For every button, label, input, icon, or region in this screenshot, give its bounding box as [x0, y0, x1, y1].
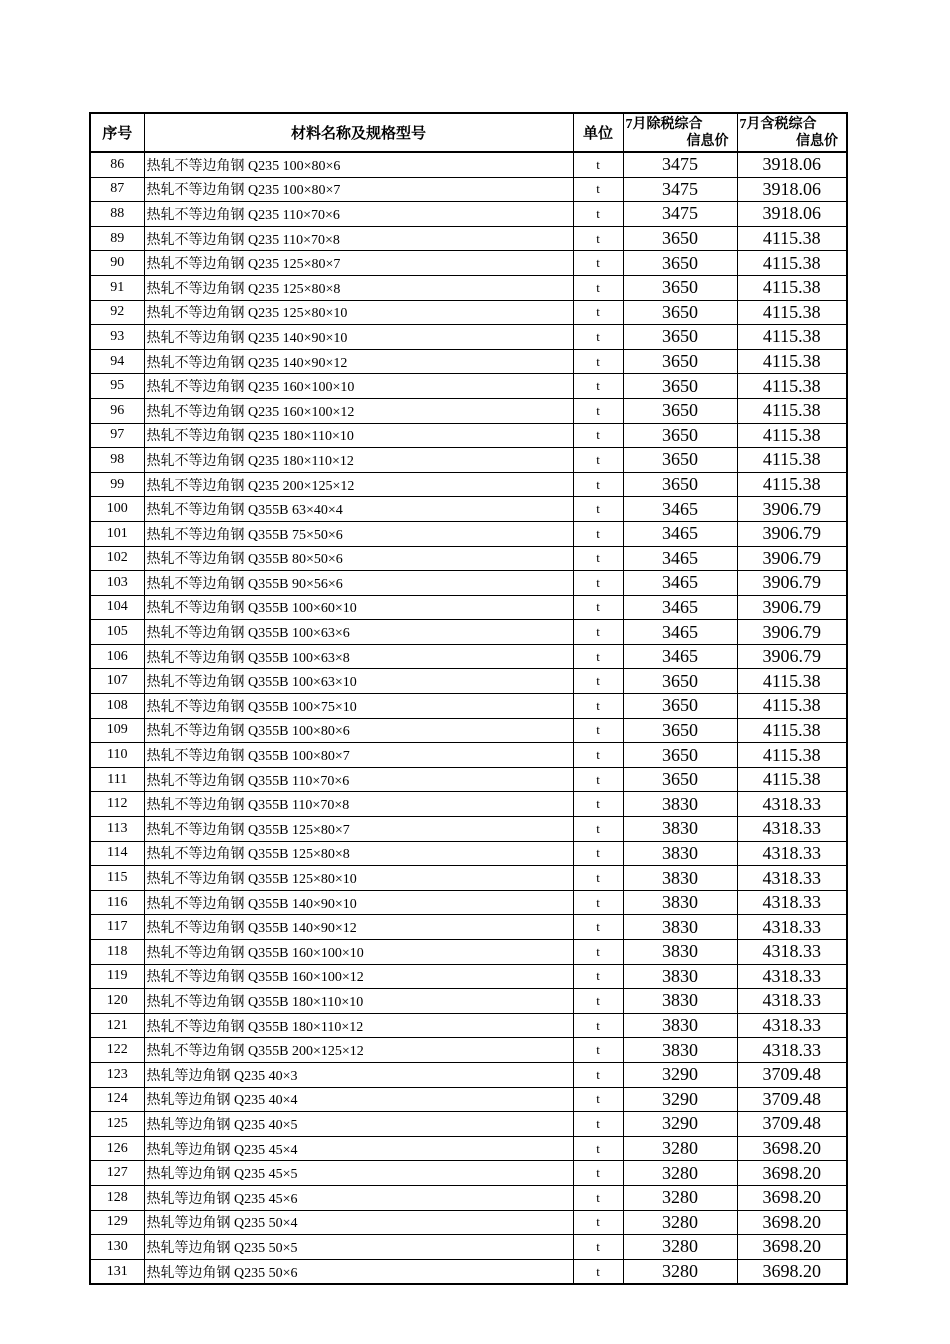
price-extax-cell: 3830	[623, 866, 737, 891]
price-inctax-cell: 4115.38	[737, 718, 847, 743]
row-index-cell: 99	[90, 472, 144, 497]
row-index-cell: 102	[90, 546, 144, 571]
material-name-cell: 热轧不等边角钢 Q355B 200×125×12	[144, 1038, 573, 1063]
price-inctax-cell: 4115.38	[737, 669, 847, 694]
material-name-cell: 热轧等边角钢 Q235 40×4	[144, 1087, 573, 1112]
unit-cell: t	[573, 767, 623, 792]
material-name-cell: 热轧不等边角钢 Q355B 125×80×10	[144, 866, 573, 891]
table-row	[90, 964, 847, 989]
table-row	[90, 1259, 847, 1284]
unit-cell: t	[573, 251, 623, 276]
col-header-material-name: 材料名称及规格型号	[144, 113, 573, 152]
unit-cell: t	[573, 669, 623, 694]
unit-cell: t	[573, 866, 623, 891]
material-name-cell: 热轧不等边角钢 Q235 180×110×12	[144, 448, 573, 473]
price-inctax-cell: 4318.33	[737, 841, 847, 866]
unit-cell: t	[573, 718, 623, 743]
row-index-cell: 101	[90, 521, 144, 546]
price-inctax-cell: 4115.38	[737, 325, 847, 350]
price-inctax-cell: 4115.38	[737, 398, 847, 423]
price-extax-cell: 3465	[623, 595, 737, 620]
material-name-cell: 热轧不等边角钢 Q355B 63×40×4	[144, 497, 573, 522]
material-name-cell: 热轧不等边角钢 Q235 125×80×7	[144, 251, 573, 276]
unit-cell: t	[573, 940, 623, 965]
material-name-cell: 热轧不等边角钢 Q355B 80×50×6	[144, 546, 573, 571]
price-extax-cell: 3290	[623, 1087, 737, 1112]
price-extax-cell: 3830	[623, 989, 737, 1014]
price-inctax-cell: 3698.20	[737, 1136, 847, 1161]
col-header-price-extax-line2: 信息价	[686, 133, 729, 149]
unit-cell: t	[573, 890, 623, 915]
price-extax-cell: 3290	[623, 1062, 737, 1087]
table-row	[90, 448, 847, 473]
price-extax-cell: 3830	[623, 1013, 737, 1038]
table-row	[90, 398, 847, 423]
table-row	[90, 940, 847, 965]
material-name-cell: 热轧不等边角钢 Q355B 110×70×6	[144, 767, 573, 792]
price-extax-cell: 3650	[623, 694, 737, 719]
table-row	[90, 669, 847, 694]
unit-cell: t	[573, 1038, 623, 1063]
table-row	[90, 841, 847, 866]
table-row	[90, 1038, 847, 1063]
table-row	[90, 694, 847, 719]
material-name-cell: 热轧等边角钢 Q235 40×3	[144, 1062, 573, 1087]
price-inctax-cell: 3918.06	[737, 202, 847, 227]
row-index-cell: 95	[90, 374, 144, 399]
price-inctax-cell: 4115.38	[737, 423, 847, 448]
unit-cell: t	[573, 275, 623, 300]
unit-cell: t	[573, 571, 623, 596]
price-inctax-cell: 4115.38	[737, 743, 847, 768]
price-extax-cell: 3465	[623, 546, 737, 571]
material-price-table	[89, 112, 848, 1285]
price-inctax-cell: 3906.79	[737, 546, 847, 571]
row-index-cell: 113	[90, 817, 144, 842]
table-row	[90, 472, 847, 497]
row-index-cell: 88	[90, 202, 144, 227]
price-inctax-cell: 3709.48	[737, 1062, 847, 1087]
table-row	[90, 521, 847, 546]
price-extax-cell: 3280	[623, 1136, 737, 1161]
row-index-cell: 122	[90, 1038, 144, 1063]
table-row	[90, 202, 847, 227]
table-row	[90, 620, 847, 645]
unit-cell: t	[573, 398, 623, 423]
price-inctax-cell: 3906.79	[737, 620, 847, 645]
unit-cell: t	[573, 226, 623, 251]
row-index-cell: 87	[90, 177, 144, 202]
price-extax-cell: 3280	[623, 1185, 737, 1210]
price-extax-cell: 3830	[623, 964, 737, 989]
price-extax-cell: 3830	[623, 841, 737, 866]
row-index-cell: 100	[90, 497, 144, 522]
price-extax-cell: 3650	[623, 349, 737, 374]
table-row	[90, 177, 847, 202]
table-row	[90, 767, 847, 792]
table-row	[90, 1161, 847, 1186]
table-row	[90, 571, 847, 596]
row-index-cell: 114	[90, 841, 144, 866]
material-name-cell: 热轧不等边角钢 Q355B 100×63×10	[144, 669, 573, 694]
price-extax-cell: 3650	[623, 423, 737, 448]
col-header-price-extax-line1: 7月除税综合	[625, 116, 703, 132]
price-extax-cell: 3650	[623, 767, 737, 792]
row-index-cell: 116	[90, 890, 144, 915]
price-extax-cell: 3465	[623, 497, 737, 522]
price-inctax-cell: 4115.38	[737, 374, 847, 399]
material-name-cell: 热轧不等边角钢 Q355B 75×50×6	[144, 521, 573, 546]
material-name-cell: 热轧不等边角钢 Q355B 100×80×6	[144, 718, 573, 743]
price-inctax-cell: 4115.38	[737, 767, 847, 792]
price-inctax-cell: 4115.38	[737, 226, 847, 251]
unit-cell: t	[573, 1112, 623, 1137]
price-extax-cell: 3830	[623, 1038, 737, 1063]
material-name-cell: 热轧不等边角钢 Q355B 180×110×10	[144, 989, 573, 1014]
price-inctax-cell: 4318.33	[737, 940, 847, 965]
row-index-cell: 119	[90, 964, 144, 989]
material-name-cell: 热轧不等边角钢 Q235 110×70×6	[144, 202, 573, 227]
material-name-cell: 热轧不等边角钢 Q355B 90×56×6	[144, 571, 573, 596]
price-extax-cell: 3650	[623, 251, 737, 276]
price-extax-cell: 3475	[623, 202, 737, 227]
unit-cell: t	[573, 521, 623, 546]
price-inctax-cell: 3918.06	[737, 177, 847, 202]
table-row	[90, 718, 847, 743]
unit-cell: t	[573, 349, 623, 374]
price-inctax-cell: 4115.38	[737, 694, 847, 719]
row-index-cell: 107	[90, 669, 144, 694]
price-inctax-cell: 4115.38	[737, 349, 847, 374]
table-row	[90, 1235, 847, 1260]
table-row	[90, 275, 847, 300]
table-row	[90, 251, 847, 276]
price-extax-cell: 3650	[623, 472, 737, 497]
unit-cell: t	[573, 152, 623, 177]
table-row	[90, 152, 847, 177]
unit-cell: t	[573, 915, 623, 940]
material-name-cell: 热轧等边角钢 Q235 40×5	[144, 1112, 573, 1137]
price-extax-cell: 3650	[623, 325, 737, 350]
table-row	[90, 1013, 847, 1038]
price-extax-cell: 3290	[623, 1112, 737, 1137]
table-row	[90, 1210, 847, 1235]
material-name-cell: 热轧不等边角钢 Q355B 180×110×12	[144, 1013, 573, 1038]
price-inctax-cell: 3906.79	[737, 595, 847, 620]
price-inctax-cell: 3709.48	[737, 1112, 847, 1137]
col-header-price-inctax-line1: 7月含税综合	[739, 116, 817, 132]
col-header-price-inctax-line2: 信息价	[796, 133, 838, 149]
row-index-cell: 89	[90, 226, 144, 251]
material-name-cell: 热轧不等边角钢 Q355B 100×63×8	[144, 644, 573, 669]
table-row	[90, 1185, 847, 1210]
price-inctax-cell: 3918.06	[737, 152, 847, 177]
row-index-cell: 127	[90, 1161, 144, 1186]
material-name-cell: 热轧等边角钢 Q235 50×4	[144, 1210, 573, 1235]
row-index-cell: 123	[90, 1062, 144, 1087]
unit-cell: t	[573, 1062, 623, 1087]
table-row	[90, 644, 847, 669]
material-name-cell: 热轧不等边角钢 Q235 100×80×6	[144, 152, 573, 177]
price-inctax-cell: 3698.20	[737, 1161, 847, 1186]
price-extax-cell: 3465	[623, 644, 737, 669]
table-row	[90, 1136, 847, 1161]
material-name-cell: 热轧不等边角钢 Q235 100×80×7	[144, 177, 573, 202]
material-name-cell: 热轧不等边角钢 Q355B 100×63×6	[144, 620, 573, 645]
price-inctax-cell: 4115.38	[737, 448, 847, 473]
unit-cell: t	[573, 989, 623, 1014]
table-row	[90, 423, 847, 448]
price-extax-cell: 3650	[623, 718, 737, 743]
price-extax-cell: 3650	[623, 448, 737, 473]
unit-cell: t	[573, 964, 623, 989]
material-name-cell: 热轧不等边角钢 Q355B 110×70×8	[144, 792, 573, 817]
price-extax-cell: 3650	[623, 374, 737, 399]
table-row	[90, 866, 847, 891]
material-name-cell: 热轧不等边角钢 Q235 110×70×8	[144, 226, 573, 251]
row-index-cell: 92	[90, 300, 144, 325]
unit-cell: t	[573, 1210, 623, 1235]
row-index-cell: 106	[90, 644, 144, 669]
col-header-index: 序号	[90, 113, 144, 152]
table-row	[90, 1112, 847, 1137]
material-name-cell: 热轧等边角钢 Q235 45×4	[144, 1136, 573, 1161]
price-inctax-cell: 3906.79	[737, 644, 847, 669]
table-row	[90, 743, 847, 768]
row-index-cell: 86	[90, 152, 144, 177]
price-inctax-cell: 3698.20	[737, 1235, 847, 1260]
unit-cell: t	[573, 546, 623, 571]
price-extax-cell: 3650	[623, 226, 737, 251]
row-index-cell: 115	[90, 866, 144, 891]
unit-cell: t	[573, 300, 623, 325]
row-index-cell: 128	[90, 1185, 144, 1210]
material-name-cell: 热轧不等边角钢 Q235 180×110×10	[144, 423, 573, 448]
unit-cell: t	[573, 694, 623, 719]
row-index-cell: 130	[90, 1235, 144, 1260]
col-header-price-extax	[623, 113, 737, 152]
row-index-cell: 108	[90, 694, 144, 719]
price-inctax-cell: 4318.33	[737, 792, 847, 817]
material-name-cell: 热轧不等边角钢 Q355B 140×90×12	[144, 915, 573, 940]
row-index-cell: 91	[90, 275, 144, 300]
unit-cell: t	[573, 620, 623, 645]
price-extax-cell: 3830	[623, 915, 737, 940]
material-name-cell: 热轧不等边角钢 Q235 125×80×8	[144, 275, 573, 300]
header-row	[90, 113, 847, 152]
price-inctax-cell: 4115.38	[737, 275, 847, 300]
price-inctax-cell: 4318.33	[737, 964, 847, 989]
material-name-cell: 热轧不等边角钢 Q235 160×100×12	[144, 398, 573, 423]
table-row	[90, 915, 847, 940]
material-name-cell: 热轧不等边角钢 Q355B 100×75×10	[144, 694, 573, 719]
row-index-cell: 109	[90, 718, 144, 743]
row-index-cell: 111	[90, 767, 144, 792]
price-inctax-cell: 4115.38	[737, 472, 847, 497]
material-name-cell: 热轧不等边角钢 Q235 140×90×10	[144, 325, 573, 350]
material-name-cell: 热轧等边角钢 Q235 50×5	[144, 1235, 573, 1260]
material-name-cell: 热轧不等边角钢 Q235 125×80×10	[144, 300, 573, 325]
material-name-cell: 热轧等边角钢 Q235 45×6	[144, 1185, 573, 1210]
unit-cell: t	[573, 792, 623, 817]
unit-cell: t	[573, 841, 623, 866]
price-inctax-cell: 3698.20	[737, 1210, 847, 1235]
row-index-cell: 98	[90, 448, 144, 473]
unit-cell: t	[573, 1161, 623, 1186]
row-index-cell: 104	[90, 595, 144, 620]
price-inctax-cell: 3698.20	[737, 1185, 847, 1210]
unit-cell: t	[573, 1013, 623, 1038]
price-inctax-cell: 3698.20	[737, 1259, 847, 1284]
price-extax-cell: 3650	[623, 275, 737, 300]
table-row	[90, 497, 847, 522]
row-index-cell: 112	[90, 792, 144, 817]
row-index-cell: 117	[90, 915, 144, 940]
table-row	[90, 300, 847, 325]
price-extax-cell: 3465	[623, 571, 737, 596]
material-name-cell: 热轧不等边角钢 Q355B 160×100×12	[144, 964, 573, 989]
row-index-cell: 131	[90, 1259, 144, 1284]
row-index-cell: 110	[90, 743, 144, 768]
table-row	[90, 349, 847, 374]
row-index-cell: 90	[90, 251, 144, 276]
table-row	[90, 546, 847, 571]
price-inctax-cell: 4318.33	[737, 915, 847, 940]
unit-cell: t	[573, 374, 623, 399]
material-name-cell: 热轧不等边角钢 Q355B 100×60×10	[144, 595, 573, 620]
row-index-cell: 125	[90, 1112, 144, 1137]
material-name-cell: 热轧不等边角钢 Q355B 125×80×7	[144, 817, 573, 842]
price-inctax-cell: 4115.38	[737, 300, 847, 325]
price-inctax-cell: 3906.79	[737, 521, 847, 546]
price-extax-cell: 3280	[623, 1235, 737, 1260]
price-extax-cell: 3650	[623, 300, 737, 325]
unit-cell: t	[573, 595, 623, 620]
table-row	[90, 1087, 847, 1112]
table-row	[90, 226, 847, 251]
material-name-cell: 热轧不等边角钢 Q235 200×125×12	[144, 472, 573, 497]
table-row	[90, 989, 847, 1014]
price-extax-cell: 3830	[623, 792, 737, 817]
table-row	[90, 890, 847, 915]
col-header-unit: 单位	[573, 113, 623, 152]
unit-cell: t	[573, 1185, 623, 1210]
price-inctax-cell: 3906.79	[737, 497, 847, 522]
material-name-cell: 热轧不等边角钢 Q355B 125×80×8	[144, 841, 573, 866]
row-index-cell: 129	[90, 1210, 144, 1235]
unit-cell: t	[573, 177, 623, 202]
price-inctax-cell: 3906.79	[737, 571, 847, 596]
table-row	[90, 792, 847, 817]
price-sheet	[89, 112, 848, 1285]
row-index-cell: 94	[90, 349, 144, 374]
row-index-cell: 126	[90, 1136, 144, 1161]
table-row	[90, 325, 847, 350]
price-inctax-cell: 4318.33	[737, 1038, 847, 1063]
price-extax-cell: 3280	[623, 1259, 737, 1284]
unit-cell: t	[573, 1235, 623, 1260]
price-inctax-cell: 4318.33	[737, 890, 847, 915]
row-index-cell: 93	[90, 325, 144, 350]
price-inctax-cell: 4318.33	[737, 1013, 847, 1038]
price-inctax-cell: 4318.33	[737, 817, 847, 842]
price-extax-cell: 3830	[623, 890, 737, 915]
unit-cell: t	[573, 817, 623, 842]
table-row	[90, 817, 847, 842]
price-extax-cell: 3650	[623, 398, 737, 423]
row-index-cell: 124	[90, 1087, 144, 1112]
table-row	[90, 595, 847, 620]
unit-cell: t	[573, 743, 623, 768]
unit-cell: t	[573, 202, 623, 227]
price-extax-cell: 3650	[623, 669, 737, 694]
row-index-cell: 118	[90, 940, 144, 965]
material-name-cell: 热轧不等边角钢 Q355B 140×90×10	[144, 890, 573, 915]
unit-cell: t	[573, 472, 623, 497]
unit-cell: t	[573, 1087, 623, 1112]
price-inctax-cell: 3709.48	[737, 1087, 847, 1112]
price-extax-cell: 3830	[623, 817, 737, 842]
price-extax-cell: 3280	[623, 1210, 737, 1235]
unit-cell: t	[573, 325, 623, 350]
unit-cell: t	[573, 1259, 623, 1284]
price-inctax-cell: 4318.33	[737, 866, 847, 891]
table-row	[90, 1062, 847, 1087]
unit-cell: t	[573, 448, 623, 473]
price-inctax-cell: 4318.33	[737, 989, 847, 1014]
price-extax-cell: 3830	[623, 940, 737, 965]
unit-cell: t	[573, 644, 623, 669]
price-inctax-cell: 4115.38	[737, 251, 847, 276]
material-name-cell: 热轧不等边角钢 Q235 160×100×10	[144, 374, 573, 399]
col-header-price-inctax	[737, 113, 847, 152]
price-extax-cell: 3475	[623, 177, 737, 202]
row-index-cell: 120	[90, 989, 144, 1014]
price-extax-cell: 3280	[623, 1161, 737, 1186]
price-extax-cell: 3475	[623, 152, 737, 177]
material-name-cell: 热轧等边角钢 Q235 50×6	[144, 1259, 573, 1284]
price-extax-cell: 3465	[623, 521, 737, 546]
price-extax-cell: 3650	[623, 743, 737, 768]
row-index-cell: 103	[90, 571, 144, 596]
material-name-cell: 热轧不等边角钢 Q355B 100×80×7	[144, 743, 573, 768]
row-index-cell: 121	[90, 1013, 144, 1038]
material-name-cell: 热轧等边角钢 Q235 45×5	[144, 1161, 573, 1186]
price-extax-cell: 3465	[623, 620, 737, 645]
table-row	[90, 374, 847, 399]
unit-cell: t	[573, 497, 623, 522]
row-index-cell: 96	[90, 398, 144, 423]
unit-cell: t	[573, 1136, 623, 1161]
material-name-cell: 热轧不等边角钢 Q355B 160×100×10	[144, 940, 573, 965]
material-name-cell: 热轧不等边角钢 Q235 140×90×12	[144, 349, 573, 374]
row-index-cell: 97	[90, 423, 144, 448]
unit-cell: t	[573, 423, 623, 448]
row-index-cell: 105	[90, 620, 144, 645]
